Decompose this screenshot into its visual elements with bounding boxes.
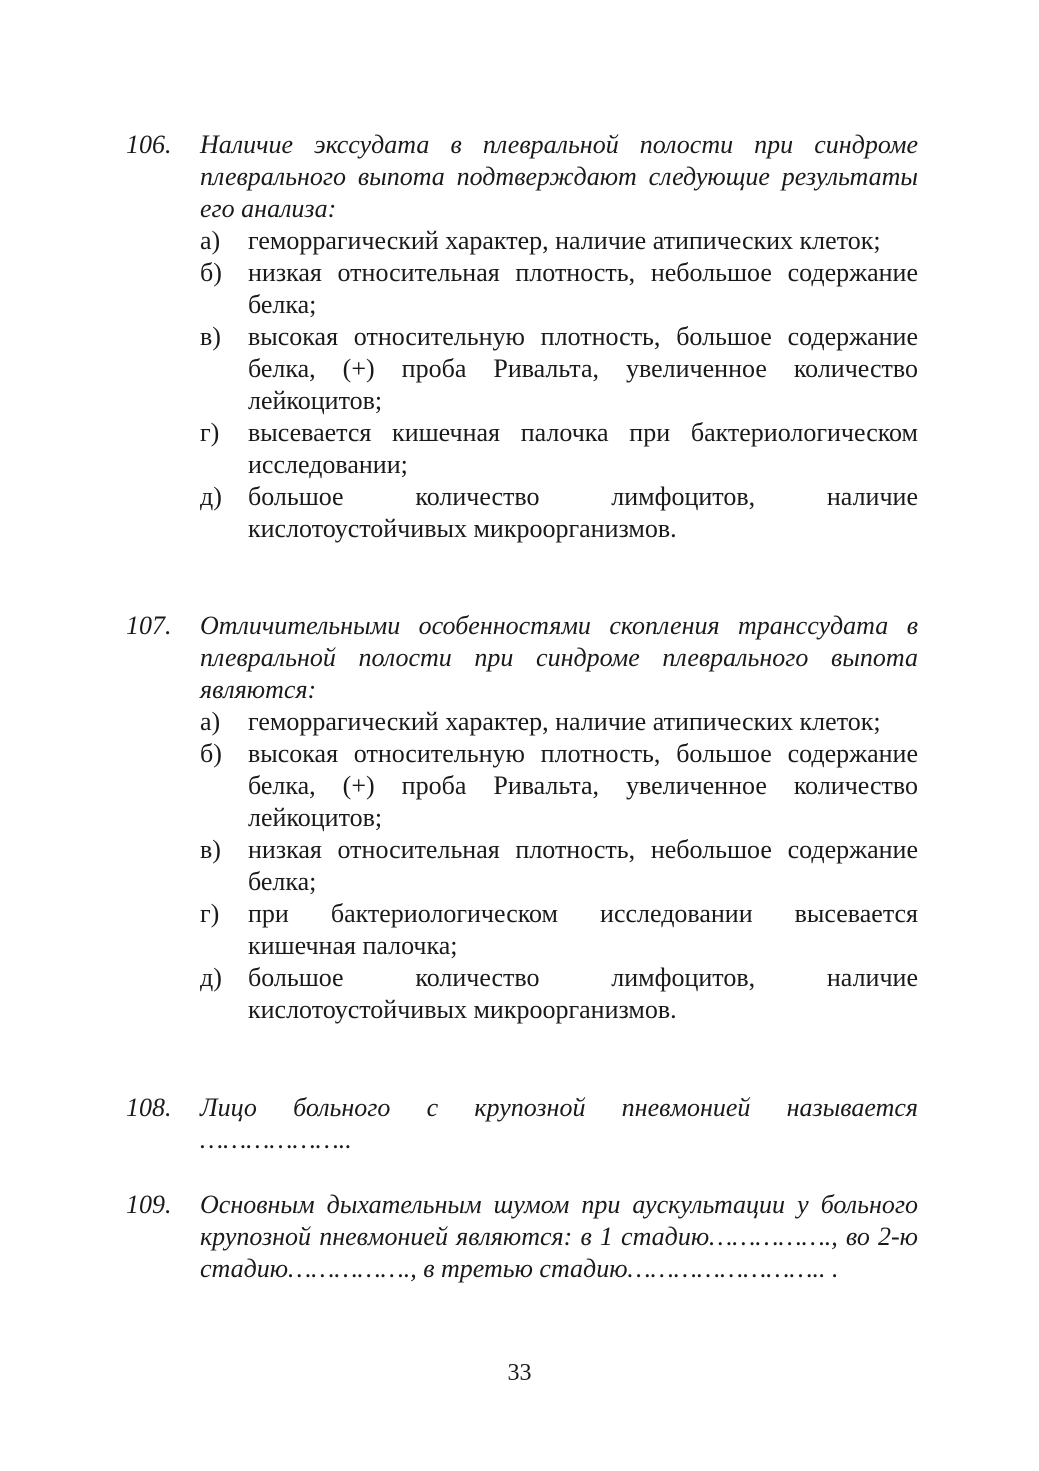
question-108 — [126, 1092, 918, 1156]
answer-option — [200, 417, 918, 481]
question-106 — [126, 129, 918, 545]
answer-options — [200, 225, 918, 545]
answer-option — [200, 225, 918, 257]
question-107 — [126, 610, 918, 1026]
answer-option — [200, 706, 918, 738]
option-label: г) — [200, 418, 220, 447]
option-label: г) — [200, 899, 220, 928]
question-text: Отличительными особенностями скопления транссудата в плевральной полости при синдроме плеврального выпота являются: — [200, 611, 918, 704]
question-number: 108. — [126, 1093, 172, 1122]
option-text: высокая относительную плотность, большое содержание белка, (+) проба Ривальта, увеличенное количество лейкоцитов; — [248, 322, 918, 415]
option-text: низкая относительная плотность, небольшое содержание белка; — [248, 835, 918, 896]
option-text: большое количество лимфоцитов, наличие кислотоустойчивых микроорганизмов. — [248, 963, 918, 1024]
option-text: геморрагический характер, наличие атипических клеток; — [248, 707, 881, 736]
question-number: 106. — [126, 130, 172, 159]
option-text: при бактериологическом исследовании высевается кишечная палочка; — [248, 899, 918, 960]
option-text: высокая относительную плотность, большое содержание белка, (+) проба Ривальта, увеличенное количество лейкоцитов; — [248, 739, 918, 832]
option-label: б) — [200, 258, 222, 287]
option-label: а) — [200, 226, 221, 255]
answer-option — [200, 898, 918, 962]
answer-option — [200, 834, 918, 898]
answer-option — [200, 321, 918, 417]
option-text: низкая относительная плотность, небольшое содержание белка; — [248, 258, 918, 319]
option-label: а) — [200, 707, 221, 736]
answer-option — [200, 257, 918, 321]
option-text: высевается кишечная палочка при бактериологическом исследовании; — [248, 418, 918, 479]
option-label: в) — [200, 835, 221, 864]
answer-option — [200, 481, 918, 545]
option-text: геморрагический характер, наличие атипических клеток; — [248, 226, 881, 255]
answer-option — [200, 738, 918, 834]
question-number: 109. — [126, 1190, 172, 1219]
question-number: 107. — [126, 611, 172, 640]
question-text: Лицо больного с крупозной пневмонией называется ……………….. — [200, 1093, 918, 1154]
option-label: д) — [200, 482, 222, 511]
question-109 — [126, 1189, 918, 1285]
option-text: большое количество лимфоцитов, наличие кислотоустойчивых микроорганизмов. — [248, 482, 918, 543]
question-text: Основным дыхательным шумом при аускультации у больного крупозной пневмонией являются: в 1 стадию……………., во 2-ю стадию……………., в третью стадию…………………….. . — [200, 1190, 918, 1283]
option-label: в) — [200, 322, 221, 351]
answer-option — [200, 962, 918, 1026]
option-label: д) — [200, 963, 222, 992]
answer-options — [200, 706, 918, 1026]
option-label: б) — [200, 739, 222, 768]
question-text: Наличие экссудата в плевральной полости при синдроме плеврального выпота подтверждают следующие результаты его анализа: — [200, 130, 918, 223]
page-number: 33 — [507, 1360, 532, 1386]
